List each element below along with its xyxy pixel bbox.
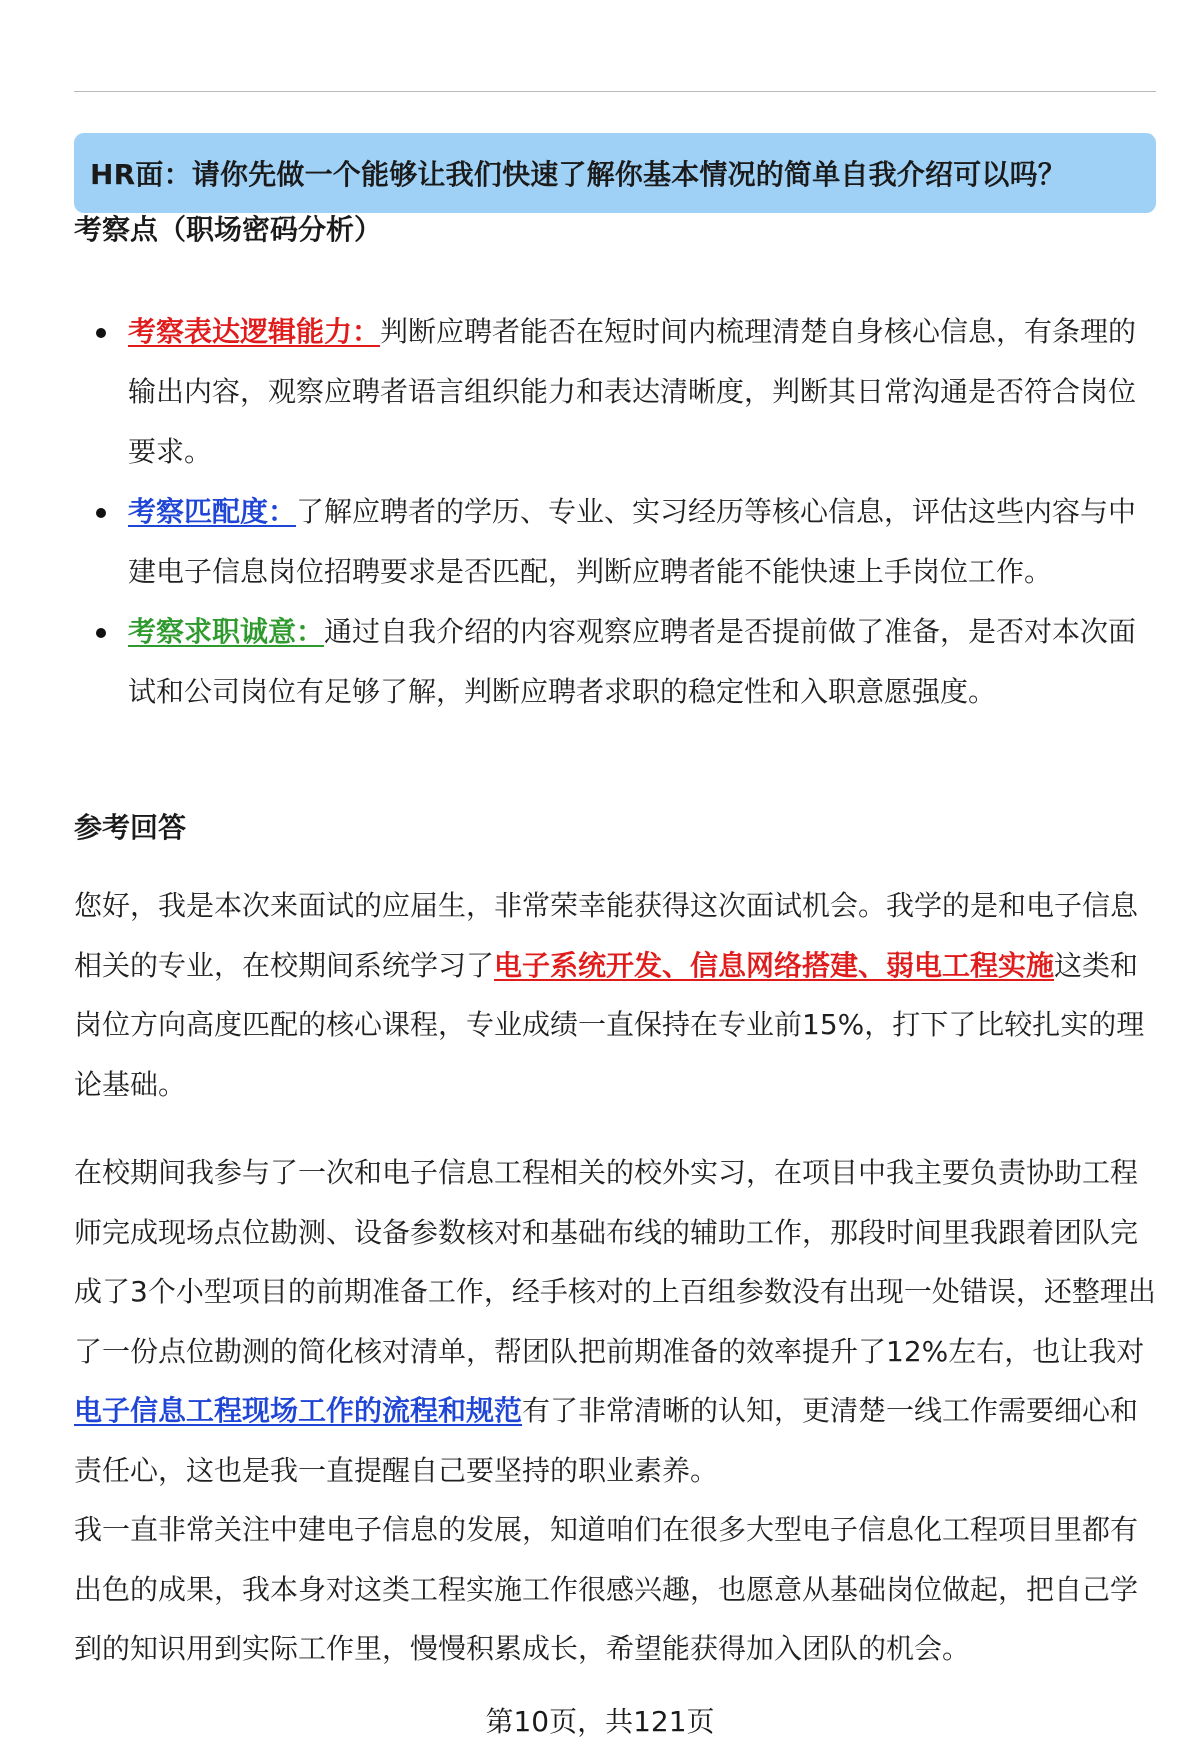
answer-text: 您好，我是本次来面试的应届生，非常荣幸能获得这次面试机会。我学的是和电子信息相关的专业，在校期间系统学习了 — [74, 889, 1139, 982]
analysis-point — [74, 482, 1156, 602]
analysis-point — [74, 602, 1156, 722]
answer-paragraph-1 — [74, 876, 1156, 1114]
point-label-match: 考察匹配度： — [128, 495, 297, 528]
top-divider — [74, 91, 1156, 92]
analysis-heading: 考察点（职场密码分析） — [74, 213, 383, 246]
answer-paragraph-2 — [74, 1143, 1156, 1500]
bullet-icon — [96, 328, 106, 338]
answer-text: 在校期间我参与了一次和电子信息工程相关的校外实习，在项目中我主要负责协助工程师完成现场点位勘测、设备参数核对和基础布线的辅助工作，那段时间里我跟着团队完成了3个小型项目的前期准备工作，经手核对的上百组参数没有出现一处错误，还整理出了一份点位勘测的简化核对清单，帮团队把前期准备的效率提升了12%左右，也让我对 — [74, 1156, 1156, 1368]
answer-heading: 参考回答 — [74, 811, 187, 844]
page-number: 第10页，共121页 — [485, 1705, 715, 1738]
question-text: HR面：请你先做一个能够让我们快速了解你基本情况的简单自我介绍可以吗？ — [90, 158, 1066, 191]
analysis-point — [74, 302, 1156, 482]
bullet-icon — [96, 628, 106, 638]
answer-highlight: 电子系统开发、信息网络搭建、弱电工程实施 — [494, 948, 1055, 982]
point-text: 判断应聘者能否在短时间内梳理清楚自身核心信息，有条理的输出内容，观察应聘者语言组织能力和表达清晰度，判断其日常沟通是否符合岗位要求。 — [128, 315, 1137, 468]
point-label-sincerity: 考察求职诚意： — [128, 615, 325, 648]
point-text: 了解应聘者的学历、专业、实习经历等核心信息，评估这些内容与中建电子信息岗位招聘要求是否匹配，判断应聘者能不能快速上手岗位工作。 — [128, 495, 1137, 588]
bullet-icon — [96, 508, 106, 518]
answer-text: 这类和岗位方向高度匹配的核心课程，专业成绩一直保持在专业前15%，打下了比较扎实的理论基础。 — [74, 948, 1145, 1101]
analysis-points-list — [74, 302, 1156, 722]
answer-highlight: 电子信息工程现场工作的流程和规范 — [74, 1394, 523, 1427]
point-label-logic: 考察表达逻辑能力： — [128, 315, 381, 348]
answer-paragraph-3: 我一直非常关注中建电子信息的发展，知道咱们在很多大型电子信息化工程项目里都有出色的成果，我本身对这类工程实施工作很感兴趣，也愿意从基础岗位做起，把自己学到的知识用到实际工作里，慢慢积累成长，希望能获得加入团队的机会。 — [74, 1513, 1139, 1665]
point-text: 通过自我介绍的内容观察应聘者是否提前做了准备，是否对本次面试和公司岗位有足够了解，判断应聘者求职的稳定性和入职意愿强度。 — [128, 615, 1137, 708]
question-banner — [74, 133, 1156, 213]
answer-text: 有了非常清晰的认知，更清楚一线工作需要细心和责任心，这也是我一直提醒自己要坚持的职业素养。 — [74, 1394, 1139, 1487]
